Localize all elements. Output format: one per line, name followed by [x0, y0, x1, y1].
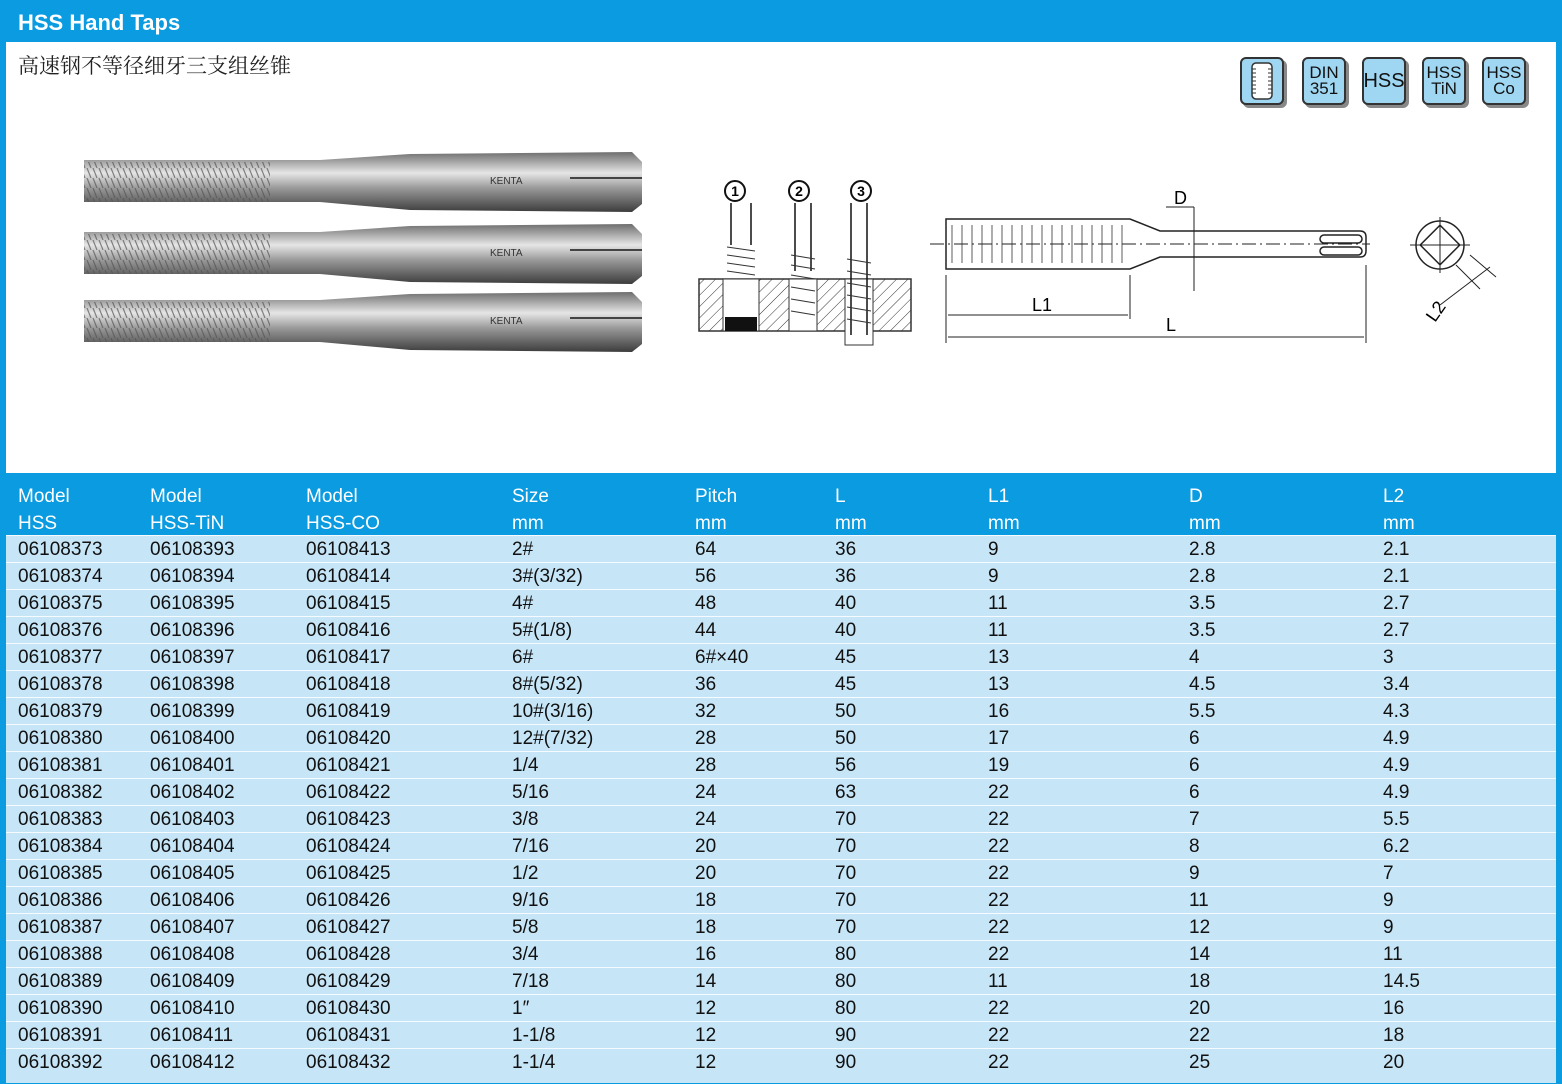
- table-cell: 06108423: [306, 809, 391, 830]
- table-cell: 9: [1189, 863, 1200, 884]
- table-cell: 3/4: [512, 944, 539, 965]
- badge-line: TiN: [1431, 79, 1457, 98]
- table-cell: 22: [988, 863, 1010, 884]
- table-row: [6, 562, 1556, 590]
- header-line: L1: [988, 486, 1010, 507]
- dimension-drawing: [930, 185, 1505, 350]
- table-cell: 3.4: [1383, 674, 1410, 695]
- table-cell: 06108430: [306, 998, 391, 1019]
- header-line: Model: [306, 486, 358, 507]
- table-cell: 06108411: [150, 1025, 234, 1046]
- table-cell: 44: [695, 620, 717, 641]
- table-cell: 22: [988, 782, 1010, 803]
- table-cell: 4.9: [1383, 755, 1410, 776]
- table-cell: 06108410: [150, 998, 235, 1019]
- table-cell: 5.5: [1189, 701, 1216, 722]
- header-line: D: [1189, 486, 1203, 507]
- dim-d-label: D: [1174, 188, 1187, 208]
- table-cell: 28: [695, 728, 717, 749]
- table-cell: 6#×40: [695, 647, 749, 668]
- header-line: Model: [150, 486, 202, 507]
- header-line: mm: [988, 513, 1020, 534]
- header-line: L2: [1383, 486, 1405, 507]
- table-row: [6, 724, 1556, 752]
- table-row: [6, 670, 1556, 698]
- table-cell: 06108420: [306, 728, 391, 749]
- header-line: HSS: [18, 513, 58, 534]
- spec-table: [6, 473, 1556, 1083]
- table-cell: 06108426: [306, 890, 391, 911]
- table-cell: 06108429: [306, 971, 391, 992]
- table-cell: 63: [835, 782, 857, 803]
- table-cell: 14: [1189, 944, 1211, 965]
- header-line: mm: [1383, 513, 1415, 534]
- table-cell: 06108389: [18, 971, 103, 992]
- table-cell: 18: [1189, 971, 1211, 992]
- hss-badge: [1362, 57, 1406, 105]
- din-351-badge: [1302, 57, 1346, 105]
- step-2-label: 2: [795, 183, 803, 199]
- badge-line: DIN: [1309, 63, 1339, 82]
- badge-line: 351: [1309, 79, 1339, 98]
- header-line: HSS-CO: [306, 513, 380, 534]
- table-cell: 18: [695, 890, 717, 911]
- table-cell: 7: [1189, 809, 1200, 830]
- brand-mark: KENTA: [490, 248, 523, 259]
- table-cell: 11: [988, 620, 1008, 641]
- table-cell: 3: [1383, 647, 1394, 668]
- table-cell: 20: [695, 836, 717, 857]
- table-cell: 5/8: [512, 917, 539, 938]
- table-cell: 2.1: [1383, 539, 1410, 560]
- table-cell: 4#: [512, 593, 534, 614]
- table-cell: 17: [988, 728, 1010, 749]
- table-cell: 9: [988, 539, 999, 560]
- header-line: L: [835, 486, 846, 507]
- table-cell: 19: [988, 755, 1010, 776]
- table-cell: 22: [988, 836, 1010, 857]
- step-3-label: 3: [857, 183, 865, 199]
- table-row: [6, 967, 1556, 995]
- header-line: Pitch: [695, 486, 738, 507]
- table-cell: 11: [1383, 944, 1403, 965]
- square-end-view: [1410, 217, 1496, 305]
- table-cell: 06108425: [306, 863, 391, 884]
- table-row: [6, 697, 1556, 725]
- table-cell: 5#(1/8): [512, 620, 573, 641]
- header-line: mm: [512, 513, 544, 534]
- table-cell: 20: [695, 863, 717, 884]
- table-cell: 12: [695, 1052, 717, 1073]
- table-cell: 3.5: [1189, 620, 1216, 641]
- table-cell: 36: [695, 674, 717, 695]
- tap-2: [84, 224, 642, 284]
- table-cell: 06108384: [18, 836, 103, 857]
- table-cell: 32: [695, 701, 717, 722]
- table-cell: 2.1: [1383, 566, 1410, 587]
- table-cell: 06108398: [150, 674, 235, 695]
- table-cell: 22: [988, 917, 1010, 938]
- dim-l-label: L: [1166, 315, 1177, 335]
- step-markers: [725, 181, 871, 201]
- badge-line: HSS: [1486, 63, 1522, 82]
- table-cell: 1-1/8: [512, 1025, 556, 1046]
- table-cell: 06108375: [18, 593, 103, 614]
- table-cell: 06108380: [18, 728, 103, 749]
- table-cell: 4.5: [1189, 674, 1216, 695]
- table-cell: 06108421: [306, 755, 391, 776]
- table-cell: 9: [1383, 890, 1394, 911]
- col-header-model-hss-co: [306, 483, 380, 537]
- dim-l2-label: L2: [1421, 297, 1450, 326]
- table-cell: 80: [835, 944, 857, 965]
- tap-3: [84, 292, 642, 352]
- table-cell: 16: [695, 944, 717, 965]
- table-cell: 06108391: [18, 1025, 103, 1046]
- table-cell: 18: [695, 917, 717, 938]
- table-cell: 6: [1189, 728, 1200, 749]
- table-row: [6, 940, 1556, 968]
- table-row: [6, 643, 1556, 671]
- table-cell: 50: [835, 728, 857, 749]
- table-cell: 25: [1189, 1052, 1211, 1073]
- table-cell: 4.9: [1383, 782, 1410, 803]
- table-cell: 06108416: [306, 620, 391, 641]
- table-cell: 40: [835, 593, 857, 614]
- table-cell: 06108390: [18, 998, 103, 1019]
- table-cell: 3.5: [1189, 593, 1216, 614]
- table-cell: 06108376: [18, 620, 103, 641]
- table-cell: 2.8: [1189, 539, 1216, 560]
- table-cell: 06108424: [306, 836, 391, 857]
- table-cell: 06108400: [150, 728, 235, 749]
- table-cell: 06108383: [18, 809, 103, 830]
- table-cell: 14: [695, 971, 717, 992]
- table-cell: 11: [988, 971, 1008, 992]
- col-header-size: [512, 483, 549, 537]
- step-1-label: 1: [731, 183, 739, 199]
- table-cell: 20: [1383, 1052, 1405, 1073]
- table-cell: 70: [835, 863, 857, 884]
- col-header-model-hss-tin: [150, 483, 224, 537]
- table-cell: 7/16: [512, 836, 549, 857]
- title-bar: [0, 0, 1562, 42]
- table-row: [6, 589, 1556, 617]
- col-header-d: [1189, 483, 1221, 537]
- table-cell: 06108374: [18, 566, 103, 587]
- table-cell: 70: [835, 809, 857, 830]
- table-cell: 06108373: [18, 539, 103, 560]
- table-cell: 06108377: [18, 647, 103, 668]
- col-header-model-hss: [18, 483, 70, 537]
- table-cell: 06108401: [150, 755, 235, 776]
- table-cell: 1/2: [512, 863, 539, 884]
- page-subtitle: 高速钢不等径细牙三支组丝锥: [18, 54, 291, 78]
- dim-l1-label: L1: [1032, 295, 1053, 315]
- table-cell: 06108418: [306, 674, 391, 695]
- table-cell: 1/4: [512, 755, 539, 776]
- table-row: [6, 1021, 1556, 1049]
- table-cell: 06108395: [150, 593, 235, 614]
- table-cell: 06108399: [150, 701, 235, 722]
- table-cell: 4.9: [1383, 728, 1410, 749]
- table-cell: 06108379: [18, 701, 103, 722]
- table-cell: 9/16: [512, 890, 549, 911]
- table-cell: 22: [988, 998, 1010, 1019]
- table-cell: 12#(7/32): [512, 728, 594, 749]
- table-cell: 36: [835, 539, 857, 560]
- table-cell: 06108406: [150, 890, 235, 911]
- col-header-pitch: [695, 483, 737, 537]
- table-cell: 06108432: [306, 1052, 391, 1073]
- table-cell: 8#(5/32): [512, 674, 583, 695]
- table-cell: 22: [988, 890, 1010, 911]
- page-title: HSS Hand Taps: [18, 10, 181, 35]
- badge-line: Co: [1493, 79, 1515, 98]
- brand-mark: KENTA: [490, 316, 523, 327]
- table-cell: 11: [988, 593, 1008, 614]
- table-cell: 2.8: [1189, 566, 1216, 587]
- brand-mark: KENTA: [490, 176, 523, 187]
- table-cell: 7: [1383, 863, 1394, 884]
- table-cell: 06108387: [18, 917, 103, 938]
- table-cell: 1-1/4: [512, 1052, 556, 1073]
- table-cell: 7/18: [512, 971, 549, 992]
- table-cell: 6.2: [1383, 836, 1410, 857]
- table-cell: 22: [988, 809, 1010, 830]
- table-cell: 06108403: [150, 809, 235, 830]
- table-row: [6, 751, 1556, 779]
- table-cell: 5/16: [512, 782, 549, 803]
- header-line: HSS-TiN: [150, 513, 225, 534]
- col-header-l2: [1383, 483, 1415, 537]
- table-row: [6, 859, 1556, 887]
- table-cell: 4: [1189, 647, 1200, 668]
- table-cell: 06108412: [150, 1052, 235, 1073]
- table-cell: 10#(3/16): [512, 701, 594, 722]
- table-cell: 06108409: [150, 971, 235, 992]
- table-cell: 06108386: [18, 890, 103, 911]
- table-cell: 06108392: [18, 1052, 103, 1073]
- table-cell: 14.5: [1383, 971, 1420, 992]
- table-cell: 06108413: [306, 539, 391, 560]
- table-cell: 16: [988, 701, 1010, 722]
- table-cell: 06108378: [18, 674, 103, 695]
- table-cell: 2#: [512, 539, 534, 560]
- table-cell: 3/8: [512, 809, 539, 830]
- header-line: mm: [695, 513, 727, 534]
- header-line: Size: [512, 486, 549, 507]
- table-cell: 06108422: [306, 782, 391, 803]
- table-cell: 06108415: [306, 593, 391, 614]
- table-cell: 06108388: [18, 944, 103, 965]
- table-cell: 12: [1189, 917, 1211, 938]
- table-cell: 3#(3/32): [512, 566, 583, 587]
- table-cell: 12: [695, 998, 717, 1019]
- table-cell: 06108397: [150, 647, 235, 668]
- badge-line: HSS: [1363, 70, 1405, 92]
- header-line: Model: [18, 486, 70, 507]
- table-cell: 28: [695, 755, 717, 776]
- table-cell: 13: [988, 674, 1010, 695]
- col-header-l: [835, 483, 867, 537]
- table-cell: 06108407: [150, 917, 235, 938]
- table-cell: 6: [1189, 782, 1200, 803]
- table-cell: 48: [695, 593, 717, 614]
- table-cell: 50: [835, 701, 857, 722]
- table-cell: 06108428: [306, 944, 391, 965]
- table-row: [6, 1048, 1556, 1076]
- table-cell: 12: [695, 1025, 717, 1046]
- table-cell: 1″: [512, 998, 530, 1019]
- table-cell: 06108385: [18, 863, 103, 884]
- table-cell: 06108431: [306, 1025, 391, 1046]
- table-cell: 80: [835, 998, 857, 1019]
- table-cell: 2.7: [1383, 620, 1410, 641]
- table-cell: 6: [1189, 755, 1200, 776]
- table-row: [6, 832, 1556, 860]
- table-cell: 13: [988, 647, 1010, 668]
- table-cell: 45: [835, 647, 857, 668]
- table-cell: 22: [988, 1052, 1010, 1073]
- table-cell: 80: [835, 971, 857, 992]
- table-cell: 9: [1383, 917, 1394, 938]
- table-cell: 70: [835, 890, 857, 911]
- table-row: [6, 805, 1556, 833]
- table-cell: 20: [1189, 998, 1211, 1019]
- header-line: mm: [1189, 513, 1221, 534]
- tapping-sequence-diagram: [695, 175, 915, 350]
- table-cell: 90: [835, 1052, 857, 1073]
- table-row: [6, 913, 1556, 941]
- table-cell: 6#: [512, 647, 534, 668]
- table-cell: 06108427: [306, 917, 391, 938]
- table-cell: 06108402: [150, 782, 235, 803]
- table-row: [6, 886, 1556, 914]
- table-cell: 06108414: [306, 566, 391, 587]
- table-cell: 06108393: [150, 539, 235, 560]
- table-row: [6, 616, 1556, 644]
- table-cell: 40: [835, 620, 857, 641]
- table-cell: 4.3: [1383, 701, 1410, 722]
- table-cell: 24: [695, 809, 717, 830]
- table-row: [6, 778, 1556, 806]
- table-header: [6, 473, 1556, 535]
- table-cell: 22: [988, 944, 1010, 965]
- table-cell: 06108417: [306, 647, 391, 668]
- table-cell: 2.7: [1383, 593, 1410, 614]
- table-cell: 22: [988, 1025, 1010, 1046]
- col-header-l1: [988, 483, 1020, 537]
- table-cell: 06108382: [18, 782, 103, 803]
- table-cell: 22: [1189, 1025, 1211, 1046]
- table-cell: 56: [695, 566, 717, 587]
- table-row: [6, 994, 1556, 1022]
- table-cell: 90: [835, 1025, 857, 1046]
- table-cell: 06108404: [150, 836, 235, 857]
- table-cell: 70: [835, 836, 857, 857]
- header-line: mm: [835, 513, 867, 534]
- table-cell: 06108405: [150, 863, 235, 884]
- table-cell: 64: [695, 539, 717, 560]
- table-cell: 5.5: [1383, 809, 1410, 830]
- table-cell: 24: [695, 782, 717, 803]
- table-cell: 06108381: [18, 755, 103, 776]
- table-cell: 9: [988, 566, 999, 587]
- tap-set-photo: [80, 148, 650, 358]
- hss-tin-badge: [1422, 57, 1466, 105]
- table-cell: 06108408: [150, 944, 235, 965]
- table-cell: 36: [835, 566, 857, 587]
- table-cell: 45: [835, 674, 857, 695]
- table-cell: 56: [835, 755, 857, 776]
- table-cell: 06108419: [306, 701, 391, 722]
- table-cell: 16: [1383, 998, 1405, 1019]
- table-cell: 06108394: [150, 566, 235, 587]
- table-cell: 8: [1189, 836, 1200, 857]
- table-cell: 18: [1383, 1025, 1405, 1046]
- badge-row: [1240, 57, 1530, 109]
- thread-icon: [1240, 57, 1284, 105]
- table-row: [6, 535, 1556, 563]
- table-cell: 11: [1189, 890, 1209, 911]
- tap-1: [84, 152, 642, 212]
- table-cell: 06108396: [150, 620, 235, 641]
- table-cell: 70: [835, 917, 857, 938]
- hss-co-badge: [1482, 57, 1526, 105]
- badge-line: HSS: [1426, 63, 1462, 82]
